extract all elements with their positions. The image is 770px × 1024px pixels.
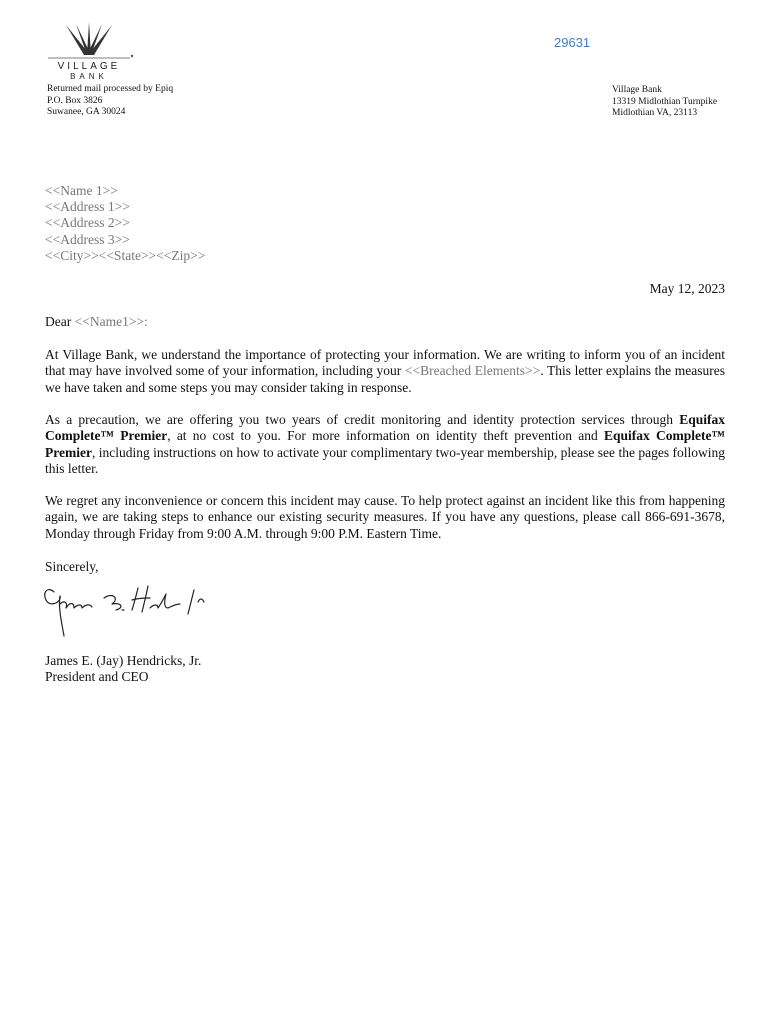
paragraph-text: , including instructions on how to activate your complimentary two-year membership, please see the pages following this letter.: [45, 444, 725, 476]
recipient-line: <<Address 3>>: [45, 231, 130, 247]
logo-name: VILLAGE: [57, 61, 121, 72]
salutation-name: <<Name1>>:: [74, 314, 148, 329]
return-address-line: Suwanee, GA 30024: [47, 107, 126, 117]
salutation: [45, 314, 148, 330]
sender-address: [612, 85, 717, 120]
paragraph-text: , at no cost to you. For more information on identity theft prevention and: [167, 428, 605, 444]
signature-image: [40, 580, 220, 640]
paragraph-intro: [45, 347, 725, 396]
paragraph-text: As a precaution, we are offering you two years of credit monitoring and identity protection services through: [45, 412, 680, 427]
breached-elements-placeholder: <<Breached Elements>>: [404, 363, 541, 379]
paragraph-offer: [45, 412, 725, 477]
signer-title: President and CEO: [45, 669, 149, 685]
paragraph-text: . This letter explains the measures we have taken and some steps you may consider taking in response.: [45, 363, 725, 395]
signature-icon: [40, 580, 220, 640]
salutation-prefix: Dear: [45, 314, 75, 329]
closing: Sincerely,: [45, 559, 99, 574]
return-address-line: P.O. Box 3826: [47, 95, 103, 106]
product-name: Equifax Complete™ Premier: [45, 428, 726, 460]
letter-date: May 12, 2023: [649, 281, 725, 296]
signer-block: [45, 653, 201, 686]
sender-address-line: Village Bank: [612, 85, 662, 95]
product-name: Equifax Complete™ Premier: [45, 412, 725, 444]
signer-name: James E. (Jay) Hendricks, Jr.: [45, 653, 202, 668]
logo-sub: BANK: [70, 72, 108, 81]
sender-address-line: Midlothian VA, 23113: [612, 108, 698, 118]
paragraph-text: At Village Bank, we understand the importance of protecting your information. We are writing to inform you of an incident that may have involved some of your information, including your: [45, 347, 725, 379]
recipient-line: <<Address 1>>: [45, 199, 130, 215]
return-address: [47, 84, 173, 119]
sender-address-line: 13319 Midlothian Turnpike: [612, 96, 718, 107]
village-bank-logo: [44, 22, 134, 80]
document-number: 29631: [554, 35, 591, 50]
recipient-line: <<City>><<State>><<Zip>>: [45, 247, 206, 263]
recipient-line: <<Address 2>>: [45, 215, 130, 231]
logo-mark-icon: [44, 22, 134, 62]
paragraph-contact: We regret any inconvenience or concern this incident may cause. To help protect against an incident like this from happening again, we are taking steps to enhance our existing security measures. If you have any questions, please call 866-691-3678, Monday through Friday from 9:00 A.M. through 9:00 P.M. Eastern Time.: [45, 493, 725, 541]
return-address-line: Returned mail processed by Epiq: [47, 84, 174, 94]
recipient-line: <<Name 1>>: [45, 183, 118, 198]
recipient-address: [45, 183, 205, 264]
